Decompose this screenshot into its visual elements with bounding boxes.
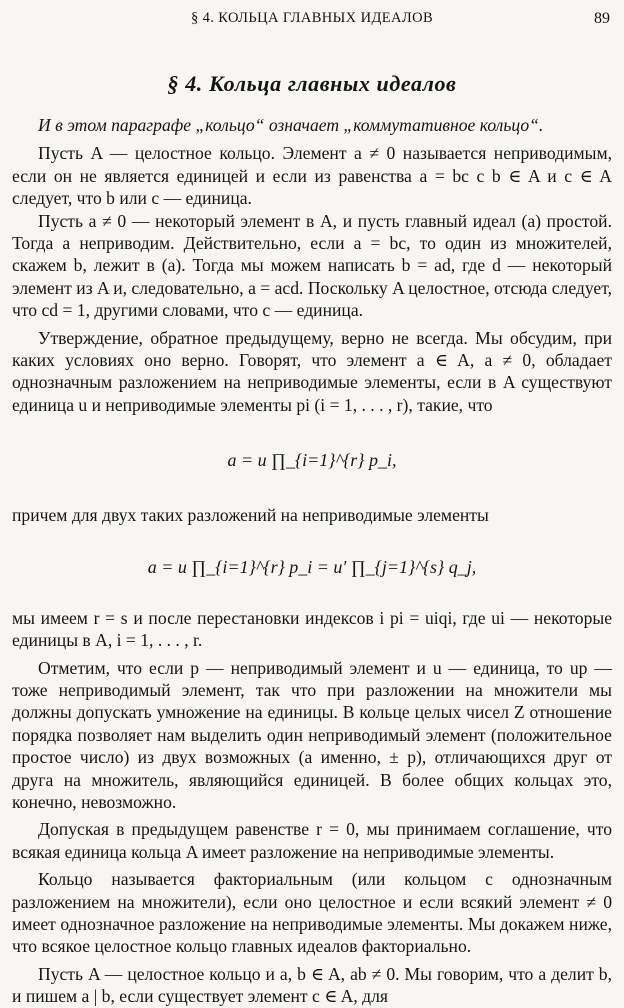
formula-factorization: [12, 416, 612, 504]
formula-text: a = u ∏_{i=1}^{r} p_i,: [227, 450, 397, 471]
running-head: [0, 10, 624, 30]
running-head-title: § 4. КОЛЬЦА ГЛАВНЫХ ИДЕАЛОВ: [190, 10, 434, 26]
body-text: [12, 114, 612, 1008]
paragraph-convention: Допуская в предыдущем равенстве r = 0, мы принимаем соглашение, что всякая единица кольца A имеет разложение на неприводимые элементы.: [12, 819, 612, 862]
paragraph-unique-factorization: Утверждение, обратное предыдущему, верно не всегда. Мы обсудим, при каких условиях оно верно. Говорят, что элемент a ∈ A, a ≠ 0, обладает однозначным разложением на неприводимые элементы, если в A существуют единица u и неприводимые элементы pi (i = 1, . . . , r), такие, что: [12, 327, 612, 415]
section-title: § 4. Кольца главных идеалов: [167, 71, 457, 96]
paragraph-divides: Пусть A — целостное кольцо и a, b ∈ A, ab ≠ 0. Мы говорим, что a делит b, и пишем a | b, если существует элемент c ∈ A, для: [12, 963, 612, 1007]
paragraph-factorial-definition: Кольцо называется факториальным (или кольцом с однозначным разложением на множители), если оно целостное и если всякий элемент ≠ 0 имеет однозначное разложение на неприводимые элементы. Мы докажем ниже, что всякое целостное кольцо главных идеалов факториально.: [12, 869, 612, 957]
paragraph-units-remark: Отметим, что если p — неприводимый элемент и u — единица, то up — тоже неприводимый элемент, так что при разложении на множители мы должны допускать умножение на единицы. В кольце целых чисел Z отношение порядка позволяет нам выделить один неприводимый элемент (положительное простое число) из двух возможных (а именно, ± p), отличающихся друг от друга на множитель, являющийся единицей. В более общих кольцах это, конечно, невозможно.: [12, 657, 612, 812]
paragraph-two-factorizations: причем для двух таких разложений на неприводимые элементы: [12, 505, 489, 526]
formula-text: a = u ∏_{i=1}^{r} p_i = u′ ∏_{j=1}^{s} q_j,: [147, 556, 477, 577]
paragraph-permutation: мы имеем r = s и после перестановки индексов i pi = uiqi, где ui — некоторые единицы в A, i = 1, . . . , r.: [12, 607, 612, 651]
paragraph-irreducible-definition: Пусть A — целостное кольцо. Элемент a ≠ 0 называется неприводимым, если он не является единицей и если из равенства a = bc с b ∈ A и c ∈ A следует, что b или c — единица.: [12, 143, 612, 209]
page-number: 89: [594, 10, 610, 27]
intro-paragraph: И в этом параграфе „кольцо“ означает „коммутативное кольцо“.: [38, 115, 544, 135]
formula-two-factorizations: [12, 527, 612, 607]
paragraph-prime-ideal: Пусть a ≠ 0 — некоторый элемент в A, и пусть главный идеал (a) простой. Тогда a неприводим. Действительно, если a = bc, то один из множителей, скажем b, лежит в (a). Тогда мы можем написать b = ad, где d — некоторый элемент из A и, следовательно, a = acd. Поскольку A целостное, отсюда следует, что cd = 1, другими словами, что c — единица.: [12, 210, 612, 321]
